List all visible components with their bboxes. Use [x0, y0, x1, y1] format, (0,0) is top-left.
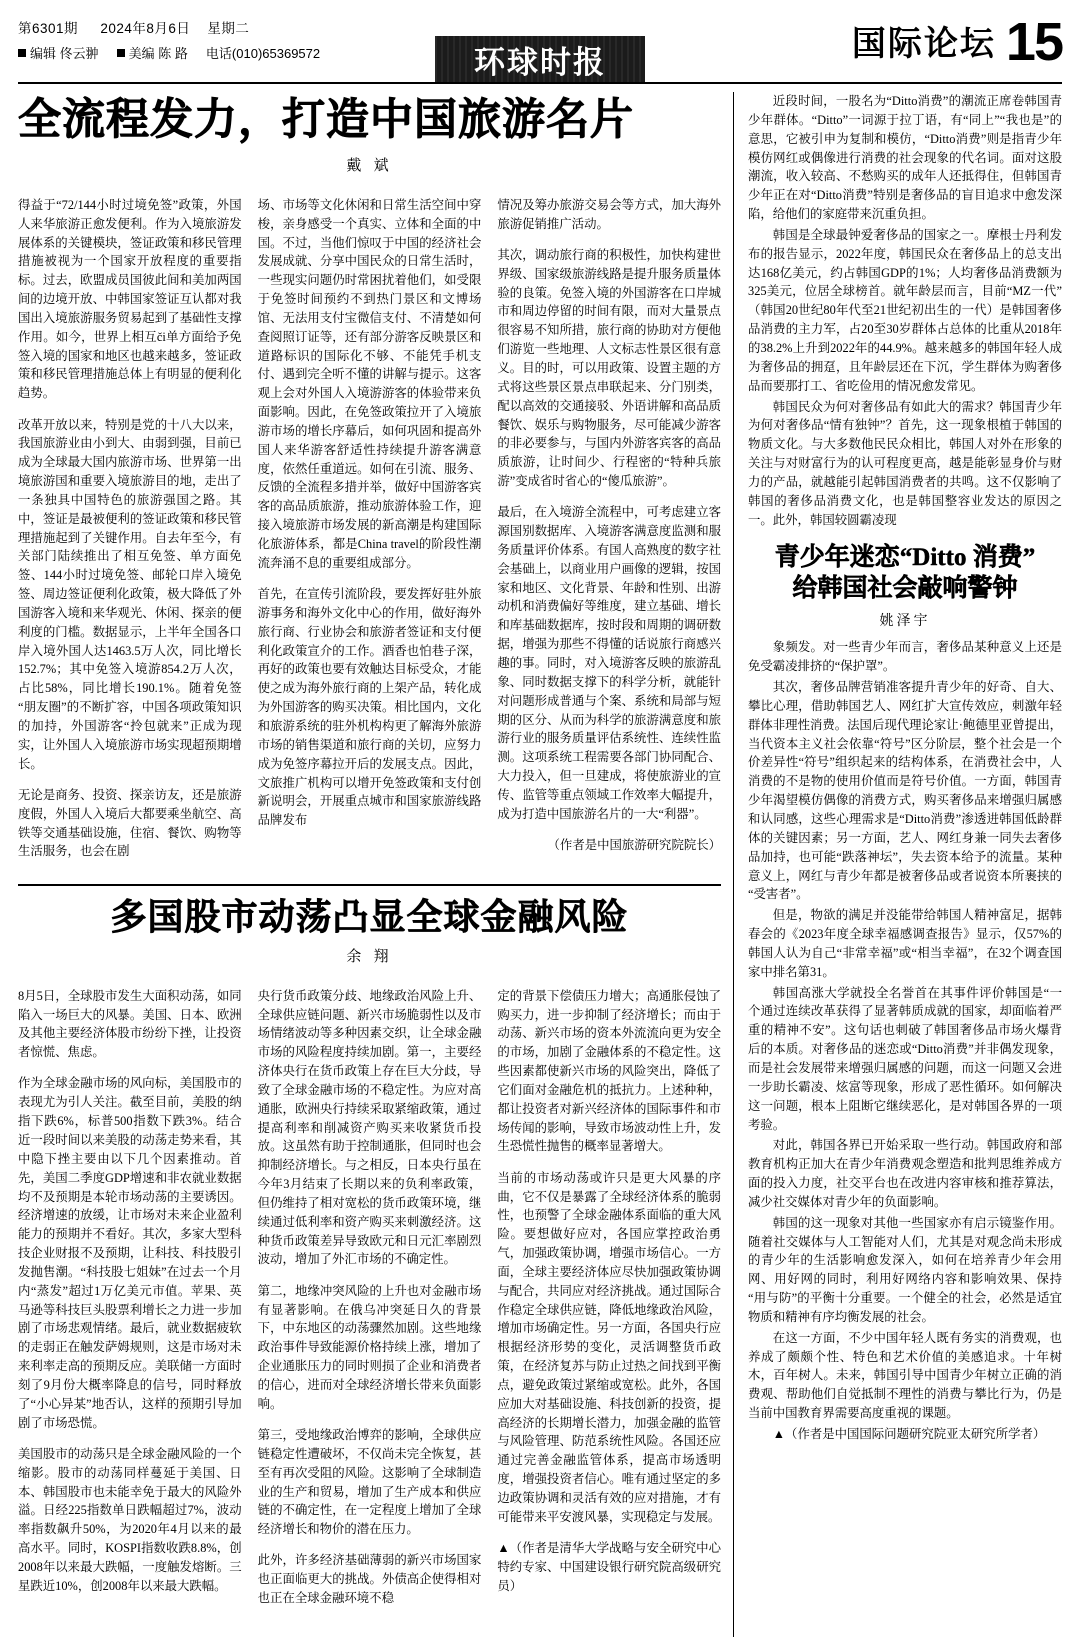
- article1-headline: 全流程发力，打造中国旅游名片: [18, 97, 634, 144]
- article3-signature: ▲（作者是中国国际问题研究院亚太研究所学者）: [772, 1427, 1046, 1441]
- art-editor-label: 美编: [128, 45, 155, 61]
- article2-byline: 余 翔: [346, 948, 393, 966]
- paragraph: 其次，奢侈品牌营销准客提升青少年的好奇、自大、攀比心理，借助韩国艺人、网红扩大宣传效应，刺激年轻群体非理性消费。法国后现代理论家让·鲍德里亚曾提出，当代资本主义社会依靠“符号”区分阶层，整个社会是一个价差异性“符号”组织起来的结构体系，在消费社会中，人消费的不是物的使用价值而是符号价值。一方面，韩国青少年渴望模仿偶像的消费方式，购买奢侈品来增强归属感和认同感，这些心理需求是“Ditto消费”渗透进韩国低龄群体的关键因素；另一方面，艺人、网红身兼一同失去奢侈品加持，也可能“跌落神坛”，失去资本给予的流量。某种意义上，网红与青少年都是被奢侈品或者说资本所裹挟的“受害者”。: [748, 680, 1062, 902]
- paragraph: 无论是商务、投资、探亲访友，还是旅游度假，外国人入境后大都要乘坐航空、高铁等交通基础设施，住宿、餐饮、购物等生活服务，也会在剧: [18, 787, 242, 859]
- article1-signature: （作者是中国旅游研究院院长）: [547, 838, 722, 852]
- article1-col1: [18, 183, 242, 873]
- paragraph: 第二，地缘冲突风险的上升也对金融市场有显著影响。在俄乌冲突延日久的背景下，中东地区的动荡骤然加剧。这些地缘政治事件导致能源价格持续上涨，增加了企业通胀压力的同时则损了企业和消费者的信心，进而对全球经济增长带来负面影响。: [257, 1283, 482, 1411]
- article3-body: [748, 638, 1062, 1443]
- article2-col3: [497, 974, 721, 1620]
- paragraph: 8月5日，全球股市发生大面积动荡，如同陷入一场巨大的风暴。美国、日本、欧洲及其他主要经济体股市纷纷下挫，让投资者惊慌、焦虑。: [18, 988, 242, 1060]
- square-bullet-icon-2: [117, 49, 125, 57]
- paragraph: 第三，受地缘政治博弈的影响，全球供应链稳定性遭破坏，不仅尚未完全恢复，甚至有再次受阻的风险。这影响了全球制造业的生产和贸易，增加了生产成本和供应链的不确定性，在一定程度上增加了全球经济增长和物价的潜在压力。: [257, 1428, 482, 1537]
- article-stock-markets: [18, 898, 721, 1621]
- paragraph: 韩国是全球最钟爱奢侈品的国家之一。摩根士丹利发布的报告显示，2022年度，韩国民众在奢侈品上的总支出达168亿美元，约占韩国GDP的1%；人均奢侈品消费额为325美元，位居全球榜首。就年龄层而言，目前“MZ一代”（韩国20世纪80年代至21世纪初出生的一代）是韩国奢侈品消费的主力军，占20至30岁群体占总体的比重从2018年的38.2%上升到2022年的44.9%。越来越多的韩国年轻人成为奢侈品的拥趸，且年龄层还在下沉，学生群体为购奢侈品而要那打工、省吃俭用的情况愈发常见。: [748, 227, 1062, 393]
- paragraph: 最后，在入境游全流程中，可考虑建立客源国别数据库、入境游客满意度监测和服务质量评价体系。有国人高熟度的数字社会基础上，以商业用户画像的逻辑，按国家和地区、文化背景、年龄和性别、出游动机和消费偏好等维度，建立基础、增长和库基础数据库，按时段和周期的调研数据，增强为那些不得懂的话说旅行商感兴趣的事。同时，对入境游客反映的旅游乱象、同时数据支撑下的科学分析，就能针对问题形成普通与个案、系统和局部与短期的区分、从而为科学的旅游满意度和旅游行业的服务质量评估系统性、连续性监测。这项系统工程需要各部门协同配合、大力投入，但一旦建成，将使旅游业的宣传、监管等重点领域工作效率大幅提升，成为打造中国旅游名片的一大“利器”。: [497, 505, 722, 821]
- article2-col1: [18, 974, 242, 1620]
- paragraph: 情况及筹办旅游交易会等方式，加大海外旅游促销推广活动。: [497, 197, 722, 231]
- paragraph: 韩国的这一现象对其他一些国家亦有启示镜鉴作用。随着社交媒体与人工智能对人们，尤其是对观念尚未形成的青少年的生活影响愈发深入，如何在培养青少年会用网、用好网的同时，利用好网络内容和影响效果、保持“用与防”的平衡十分重要。一个健全的社会，必然是适宜物质和精神有序均衡发展的社会。: [748, 1215, 1062, 1324]
- credits-line: [18, 42, 334, 67]
- editor-name: 佟云翀: [59, 45, 99, 61]
- paragraph: 美国股市的动荡只是全球金融风险的一个缩影。股市的动荡同样蔓延于美国、日本、韩国股市也未能幸免于最大的风险外溢。日经225指数单日跌幅超过7%，波动率指数飙升50%，为2020年4月以来的最高水平。同时，KOSPI指数收跌8.8%，创2008年以来最大跌幅，一度触发熔断。三星跌近10%，创2008年以来最大跌幅。: [18, 1446, 242, 1593]
- section-title: 国际论坛: [851, 25, 996, 63]
- art-editor-credit: [117, 42, 188, 67]
- paragraph: 作为全球金融市场的风向标，美国股市的表现尤为引人关注。截至目前，美股的纳指下跌6%，标普500指数下跌3%。结合近一段时间以来美股的动荡走势来看，其中隐下挫主要由以下几个因素推动。首先，美国二季度GDP增速和非农就业数据均不及预期是本轮市场动荡的主要诱因。经济增速的放缓，让市场对未来企业盈利能力的预期并不看好。其次，多家大型科技企业财报不及预期，让科技、科技股引发抛售潮。“科技股七姐妹”在过去一个月内“蒸发”超过1万亿美元市值。苹果、英马逊等科技巨头股票利增长之力进一步加剧了市场悲观情绪。最后，就业数据疲软的走弱正在触发萨姆规则，这是市场对未来利率走高的预期反应。美联储一方面时刻了9月份大概率降息的信号，同时释放了“小心异某”地否认，这样的预期引导加剧了市场恐慌。: [18, 1076, 242, 1430]
- paragraph: 在这一方面，不少中国年轻人既有务实的消费观，也养成了颇颇个性、特色和艺术价值的美感追求。十年树木，百年树人。未来，韩国引导中国青少年树立正确的消费观、帮助他们自觉抵制不理性的消费与攀比行为，仍是当前中国教育界需要高度重视的课题。: [748, 1330, 1062, 1421]
- editor-label: 编辑: [30, 45, 57, 61]
- paragraph: 得益于“72/144小时过境免签”政策，外国人来华旅游正愈发便利。作为入境旅游发展体系的关键模块，签证政策和移民管理措施被视为一个国家开放程度的重要指标。过去，欧盟成员国彼此间和美加两国间的边境开放、中韩国家签证互认都对我国出入境旅游服务贸易起到了基础性支撑作用。如今，世界上相互či单方面给予免签入境的国家和地区也越来越多，签证政策和移民管理措施总体上有明显的便利化趋势。: [18, 197, 242, 401]
- right-column: [734, 92, 1062, 1637]
- paragraph: 改革开放以来，特别是党的十八大以来，我国旅游业由小到大、由弱到强，目前已成为全球最大国内旅游市场、世界第一出境旅游国和重要入境旅游目的地，走出了一条独具中国特色的旅游强国之路。其中，签证是最被便利的签证政策和移民管理措施起到了关键作用。自去年至今，有关部门陆续推出了相互免签、单方面免签、144小时过境免签、邮轮口岸入境免签、周边签证便利化政策，极大降低了外国游客入境和来华观光、休闲、探亲的便利度的门槛。数据显示，上半年全国各口岸入境外国人达1463.5万人次，同比增长152.7%；其中免签入境游854.2万人次，占比58%，同比增长190.1%。随着免签“朋友圈”的不断扩容，中国各项政策知识的加持，外国游客“拎包就来”正成为现实，让外国人入境旅游市场实现超预期增长。: [18, 417, 242, 771]
- article2-columns: [18, 974, 721, 1620]
- article2-headline: 多国股市动荡凸显全球金融风险: [110, 896, 629, 937]
- editor-credit: [18, 42, 99, 67]
- weekday: 星期二: [207, 21, 250, 36]
- issue-date-line: [18, 16, 334, 42]
- article-tourism: [18, 98, 721, 874]
- masthead-right: [851, 12, 1062, 72]
- article-divider: [18, 884, 721, 886]
- article3-headline: [748, 543, 1062, 604]
- paragraph: 央行货币政策分歧、地缘政治风险上升、全球供应链问题、新兴市场脆弱性以及市场情绪波动等多种因素交织，让全球金融市场的风险程度持续加剧。第一，主要经济体央行在货币政策上存在巨大分歧，导致了全球金融市场的不稳定性。为应对高通胀，欧洲央行持续采取紧缩政策，通过提高利率和削减资产购买来收紧货币投放。这虽然有助于控制通胀，但同时也会抑制经济增长。与之相反，日本央行虽在今年3月结束了长期以来的负利率政策，但仍维持了相对宽松的货币政策环境，继续通过低利率和资产购买来刺激经济。这种货币政策差异导致欧元和日元汇率剧烈波动，增加了外汇市场的不确定性。: [257, 988, 482, 1267]
- article3-byline: 姚泽宇: [879, 612, 931, 629]
- paragraph: 场、市场等文化休闲和日常生活空间中穿梭，亲身感受一个真实、立体和全面的中国。不过，当他们惊叹于中国的经济社会发展成就、分享中国民众的日常生活时，一些现实问题仍时常困扰着他们，如受限于免签时间预约不到热门景区和文博场馆、无法用支付宝微信支付、不清楚如何查阅照订证等，还有部分游客反映景区和道路标识的国际化不够、不能凭手机支付、遇到完全听不懂的讲解与提示。这客观上会对外国人入境游游客的体验带来负面影响。因此，在免签政策拉开了入境旅游市场的增长序幕后，如何巩固和提高外国人来华游客舒适性持续提升游客满意度，依然任重道远。如何在引流、服务、反馈的全流程多措并举，做好中国游客宾客的高品质旅游，推动旅游体验工作，迎接入境旅游市场发展的新高潮是构建国际化旅游体系，都是China travel的阶段性潮流奔涌不息的重要组成部分。: [257, 197, 482, 570]
- article1-columns: [18, 183, 721, 873]
- article2-signature: ▲（作者是清华大学战略与安全研究中心特约专家、中国建设银行研究院高级研究员）: [497, 1541, 722, 1593]
- paragraph: 当前的市场动荡或许只是更大风暴的序曲，它不仅是暴露了全球经济体系的脆弱性，也预警了全球金融体系面临的重大风险。要想做好应对，各国应掌控政治勇气，加强政策协调，增强市场信心。一方面，全球主要经济体应尽快加强政策协调与配合，共同应对经济挑战。通过国际合作稳定全球供应链，降低地缘政治风险，增加市场确定性。另一方面，各国央行应根据经济形势的变化，灵活调整货币政策，在经济复苏与防止过热之间找到平衡点，避免政策过紧缩或宽松。此外，各国应加大对基础设施、科技创新的投资，提高经济的长期增长潜力，加强金融的监管与风险管理、防范系统性风险。各国还应通过完善金融监管体系，提高市场透明度，增强投资者信心。唯有通过坚定的多边政策协调和灵活有效的应对措施，才有可能带来平安渡风暴，实现稳定与发展。: [497, 1170, 722, 1524]
- paragraph: 韩国民众为何对奢侈品有如此大的需求？韩国青少年为何对奢侈品“情有独钟”？首先，这一现象根植于韩国的物质文化。与大多数他民民众相比，韩国人对外在形象的关注与对财富行为的认可程度更高，越是能彰显身价与财力的产品，就越能引起韩国消费者的共鸣。这不仅影响了韩国的奢侈品消费文化，也是韩国整容业发达的原因之一。此外，韩国较圆霸凌现: [748, 399, 1062, 527]
- newspaper-logo-text: 环球时报: [435, 36, 645, 82]
- masthead-left: [18, 14, 334, 66]
- art-editor-name: 陈 路: [158, 45, 188, 61]
- masthead-divider: [18, 82, 1062, 84]
- paragraph: 定的背景下偿债压力增大；高通胀侵蚀了购买力，进一步抑制了经济增长；而由于动荡、新兴市场的资本外流流向更为安全的市场，加剧了金融体系的不稳定性。这些因素都使新兴市场的风险突出，降低了它们面对金融危机的抵抗力。上述种种，都让投资者对新兴经济体的国际事件和市场传闻的影响，导致市场波动性上升，发生恐慌性抛售的概率显著增大。: [497, 988, 722, 1154]
- article3-intro: [748, 92, 1062, 529]
- publish-date: 2024年8月6日: [100, 21, 191, 36]
- article2-col2: [258, 974, 482, 1620]
- article1-col3: [497, 183, 721, 873]
- phone-number: 电话(010)65369572: [205, 45, 321, 61]
- paragraph: 象频发。对一些青少年而言，奢侈品某种意义上还是免受霸凌排挤的“保护罩”。: [748, 640, 1062, 674]
- article1-byline: 戴 斌: [346, 157, 393, 175]
- paragraph: 首先，在宣传引流阶段，要发挥好驻外旅游事务和海外文化中心的作用，做好海外旅行商、行业协会和旅游者签证和支付便利化政策宣介的工作。酒香也怕巷子深，再好的政策也要有效触达目标受众，才能使之成为海外旅行商的上架产品，转化成为外国游客的购买决策。相比国内，文化和旅游系统的驻外机构构更了解海外旅游市场的销售渠道和旅行商的关切，应努力成为免签序幕拉开后的发展支点。因此，文旅推广机构可以增开免签政策和支付创新说明会，开展重点城市和国家旅游线路品牌发布: [257, 587, 482, 828]
- issue-number: 第6301期: [18, 21, 79, 36]
- paragraph: 对此，韩国各界已开始采取一些行动。韩国政府和部教育机构正加大在青少年消费观念塑造和批判思维养成方面的投入力度，社交平台也在改进内容审核和推荐算法，减少社交媒体对青少年的负面影响。: [748, 1138, 1062, 1209]
- left-column: [18, 92, 734, 1637]
- page-body: [18, 92, 1062, 1637]
- article3-headline-line2: 给韩国社会敲响警钟: [792, 574, 1018, 602]
- paragraph: 此外，许多经济基础薄弱的新兴市场国家也正面临更大的挑战。外债高企使得相对也正在全球金融环境不稳: [257, 1553, 482, 1606]
- paragraph: 近段时间，一股名为“Ditto消费”的潮流正席卷韩国青少年群体。“Ditto”一词源于拉丁语，有“同上”“我也是”的意思，它被引申为复制和模仿，“Ditto消费”则是指青少年模仿网红或偶像进行消费的社会现象的代名词。面对这股潮流，收入较高、不愁购买的成年人还抵得住，但韩国青少年正在对“Ditto消费”特别是奢侈品的盲目追求中愈发深陷，给他们的家庭带来沉重负担。: [748, 94, 1062, 222]
- page-number: 15: [1005, 12, 1062, 72]
- masthead: [18, 12, 1062, 80]
- article3-headline-line1: 青少年迷恋“Ditto 消费”: [774, 544, 1036, 572]
- paragraph: 但是，物欲的满足并没能带给韩国人精神富足，据韩春会的《2023年度全球幸福感调查报告》显示，仅57%的韩国人认为自己“非常幸福”或“相当幸福”，在32个调查国家中排名第31。: [748, 908, 1062, 979]
- newspaper-logo: [435, 36, 645, 82]
- paragraph: 其次，调动旅行商的积极性，加快构建世界级、国家级旅游线路是提升服务质量体验的良策。免签入境的外国游客在口岸城市和周边停留的时间有限，而对大量景点很容易不知所措，旅行商的协助对方便他们游览一些地理、人文标志性景区很有意义。目的时，可以用政策、设置主题的方式将这些景区景点串联起来、分门别类，配以高效的交通接驳、外语讲解和高品质餐饮、娱乐与购物服务，尽可能减少游客的非必要参与，与国内外游客宾客的高品质旅游，让时间少、行程密的“特种兵旅游”变成省时省心的“傻瓜旅游”。: [497, 247, 722, 489]
- paragraph: 韩国高涨大学就投全名誉首在其事件评价韩国是“一个通过连续改革获得了显著韩质成就的国家，却面临着严重的精神不安”。这句话也刺破了韩国奢侈品市场火爆背后的本质。对奢侈品的迷恋或“Ditto消费”并非偶发现象，而是社会发展带来增强归属感的问题，而这一问题又会进一步助长霸凌、炫富等现象，形成了恶性循环。如何解决这一问题，根本上阻断它继续恶化，是对韩国各界的一项考验。: [748, 985, 1062, 1132]
- article1-col2: [258, 183, 482, 873]
- square-bullet-icon: [18, 49, 26, 57]
